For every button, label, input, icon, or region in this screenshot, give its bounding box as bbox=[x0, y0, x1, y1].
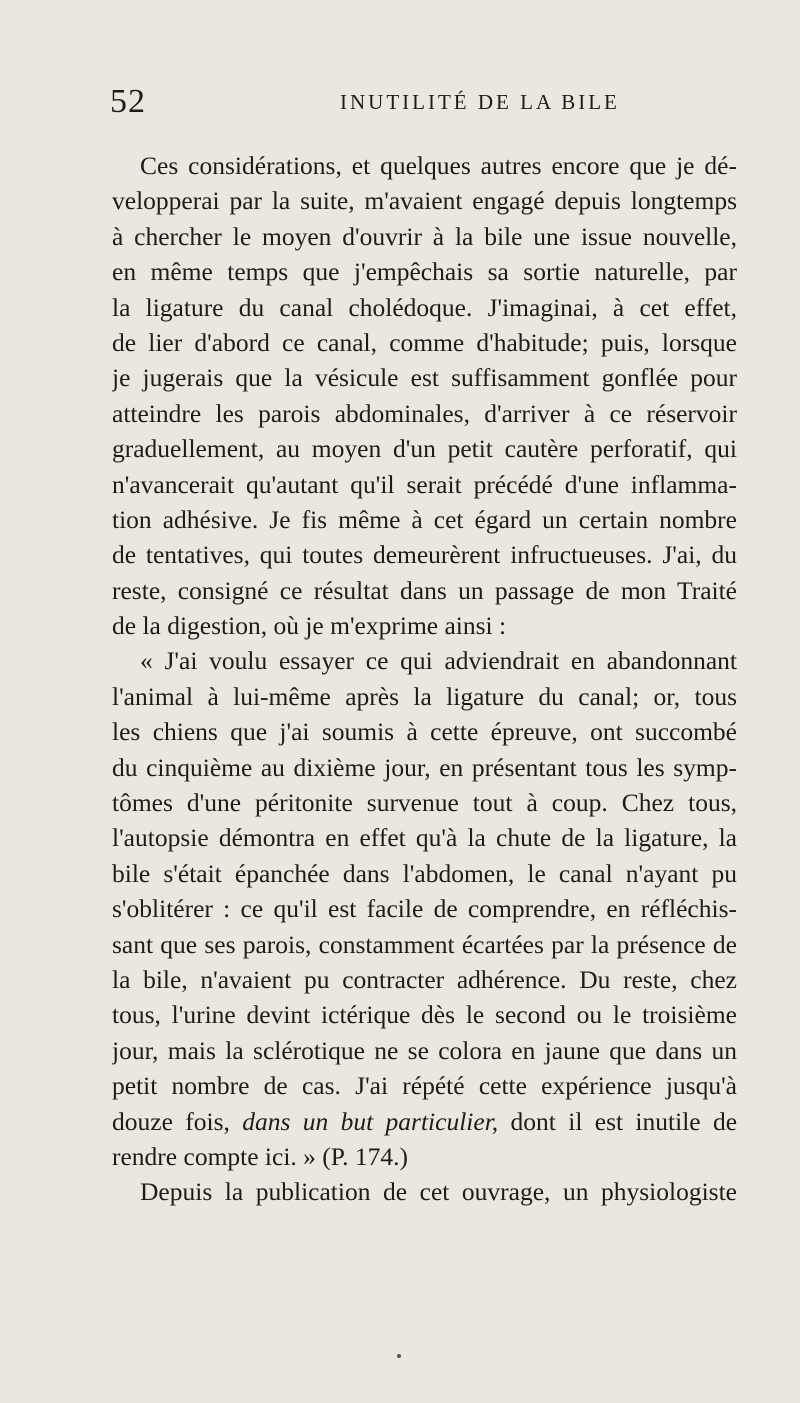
quote-text: douze fois, bbox=[112, 1106, 230, 1136]
text-line: de la digestion, où je m'exprime ainsi : bbox=[112, 611, 507, 641]
text-line: la ligature du canal cholédoque. J'imaginai, à cet effet, bbox=[112, 292, 737, 322]
page-header bbox=[110, 82, 730, 122]
quote-line: la bile, n'avaient pu contracter adhérence. Du reste, chez bbox=[112, 964, 737, 994]
text-line: velopperai par la suite, m'avaient engagé depuis longtemps bbox=[112, 186, 737, 216]
text-line: je jugerais que la vésicule est suffisamment gonflée pour bbox=[112, 363, 737, 393]
text-line: graduellement, au moyen d'un petit cautère perforatif, qui bbox=[112, 434, 737, 464]
quote-line: bile s'était épanchée dans l'abdomen, le canal n'ayant pu bbox=[112, 858, 737, 888]
quote-line bbox=[112, 1104, 737, 1139]
quote-line: les chiens que j'ai soumis à cette épreuve, ont succombé bbox=[112, 717, 737, 747]
text-line: à chercher le moyen d'ouvrir à la bile une issue nouvelle, bbox=[112, 221, 737, 251]
quote-text: dont il est inutile de bbox=[510, 1106, 737, 1136]
quote-line: tômes d'une péritonite survenue tout à coup. Chez tous, bbox=[112, 788, 737, 818]
text-line: Ces considérations, et quelques autres encore que je dé- bbox=[140, 151, 737, 180]
text-line: atteindre les parois abdominales, d'arriver à ce réservoir bbox=[112, 398, 737, 428]
text-line: de lier d'abord ce canal, comme d'habitude; puis, lorsque bbox=[112, 327, 737, 357]
quote-line: l'animal à lui-même après la ligature du canal; or, tous bbox=[112, 681, 737, 711]
quote-line: s'oblitérer : ce qu'il est facile de comprendre, en réfléchis- bbox=[112, 894, 737, 924]
text-line: tion adhésive. Je fis même à cet égard un certain nombre bbox=[112, 504, 737, 534]
quote-line: sant que ses parois, constamment écartées par la présence de bbox=[112, 929, 737, 959]
text-line: reste, consigné ce résultat dans un passage de mon Traité bbox=[112, 575, 737, 605]
page-number: 52 bbox=[110, 83, 146, 120]
quote-line: « J'ai voulu essayer ce qui adviendrait en abandonnant bbox=[140, 646, 737, 676]
ink-speck bbox=[397, 1354, 401, 1358]
running-title: INUTILITÉ DE LA BILE bbox=[340, 90, 620, 114]
quote-line: petit nombre de cas. J'ai répété cette expérience jusqu'à bbox=[112, 1071, 737, 1101]
text-line: Depuis la publication de cet ouvrage, un physiologiste bbox=[140, 1177, 737, 1207]
text-line: en même temps que j'empêchais sa sortie naturelle, par bbox=[112, 257, 737, 287]
quote-line: jour, mais la sclérotique ne se colora en jaune que dans un bbox=[112, 1035, 737, 1065]
italic-phrase: dans un but particulier, bbox=[242, 1106, 499, 1136]
quote-line: rendre compte ici. » (P. 174.) bbox=[112, 1141, 409, 1171]
body-text bbox=[112, 148, 737, 1210]
quote-line: tous, l'urine devint ictérique dès le second ou le troisième bbox=[112, 1000, 737, 1030]
quote-line: du cinquième au dixième jour, en présentant tous les symp- bbox=[112, 752, 737, 782]
text-line: de tentatives, qui toutes demeurèrent infructueuses. J'ai, du bbox=[112, 540, 737, 570]
text-line: n'avancerait qu'autant qu'il serait précédé d'une inflamma- bbox=[112, 469, 737, 499]
quote-line: l'autopsie démontra en effet qu'à la chute de la ligature, la bbox=[112, 823, 737, 853]
